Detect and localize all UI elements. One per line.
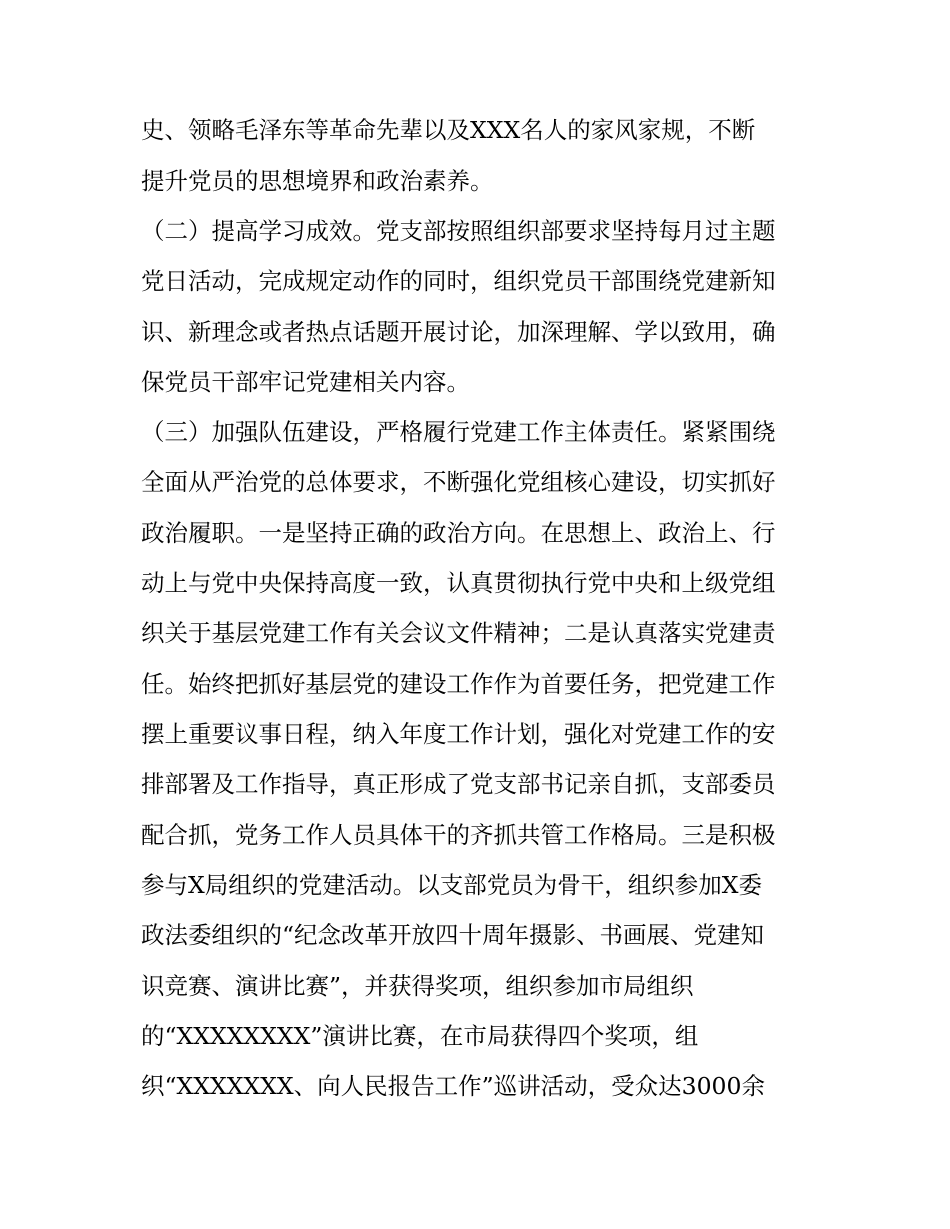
text-line: 识竞赛、演讲比赛”，并获得奖项，组织参加市局组织 (141, 972, 694, 1000)
text-line: （二）提高学习成效。党支部按照组织部要求坚持每月过主题 (141, 217, 776, 245)
text-line: 织关于基层党建工作有关会议文件精神；二是认真落实党建责 (141, 619, 776, 647)
text-line: 全面从严治党的总体要求，不断强化党组核心建设，切实抓好 (141, 468, 776, 496)
text-line: 政法委组织的“纪念改革开放四十周年摄影、书画展、党建知 (141, 921, 765, 949)
text-line: 保党员干部牢记党建相关内容。 (141, 368, 470, 396)
text-line: 的“XXXXXXXX”演讲比赛，在市局获得四个奖项，组 (141, 1022, 699, 1050)
text-line: 任。始终把抓好基层党的建设工作作为首要任务，把党建工作 (141, 670, 776, 698)
text-line: 织“XXXXXXX、向人民报告工作”巡讲活动，受众达3000余 (141, 1072, 765, 1100)
text-line: 动上与党中央保持高度一致，认真贯彻执行党中央和上级党组 (141, 569, 776, 597)
text-line: 参与X局组织的党建活动。以支部党员为骨干，组织参加X委 (141, 871, 762, 899)
text-line: 排部署及工作指导，真正形成了党支部书记亲自抓，支部委员 (141, 770, 776, 798)
text-line: （三）加强队伍建设，严格履行党建工作主体责任。紧紧围绕 (141, 418, 776, 446)
text-line: 史、领略毛泽东等革命先辈以及XXX名人的家风家规，不断 (141, 116, 756, 144)
text-line: 配合抓，党务工作人员具体干的齐抓共管工作格局。三是积极 (141, 821, 776, 849)
text-line: 摆上重要议事日程，纳入年度工作计划，强化对党建工作的安 (141, 720, 776, 748)
text-line: 提升党员的思想境界和政治素养。 (141, 167, 494, 195)
text-line: 政治履职。一是坚持正确的政治方向。在思想上、政治上、行 (141, 519, 776, 547)
text-line: 党日活动，完成规定动作的同时，组织党员干部围绕党建新知 (141, 267, 776, 295)
text-line: 识、新理念或者热点话题开展讨论，加深理解、学以致用，确 (141, 318, 776, 346)
